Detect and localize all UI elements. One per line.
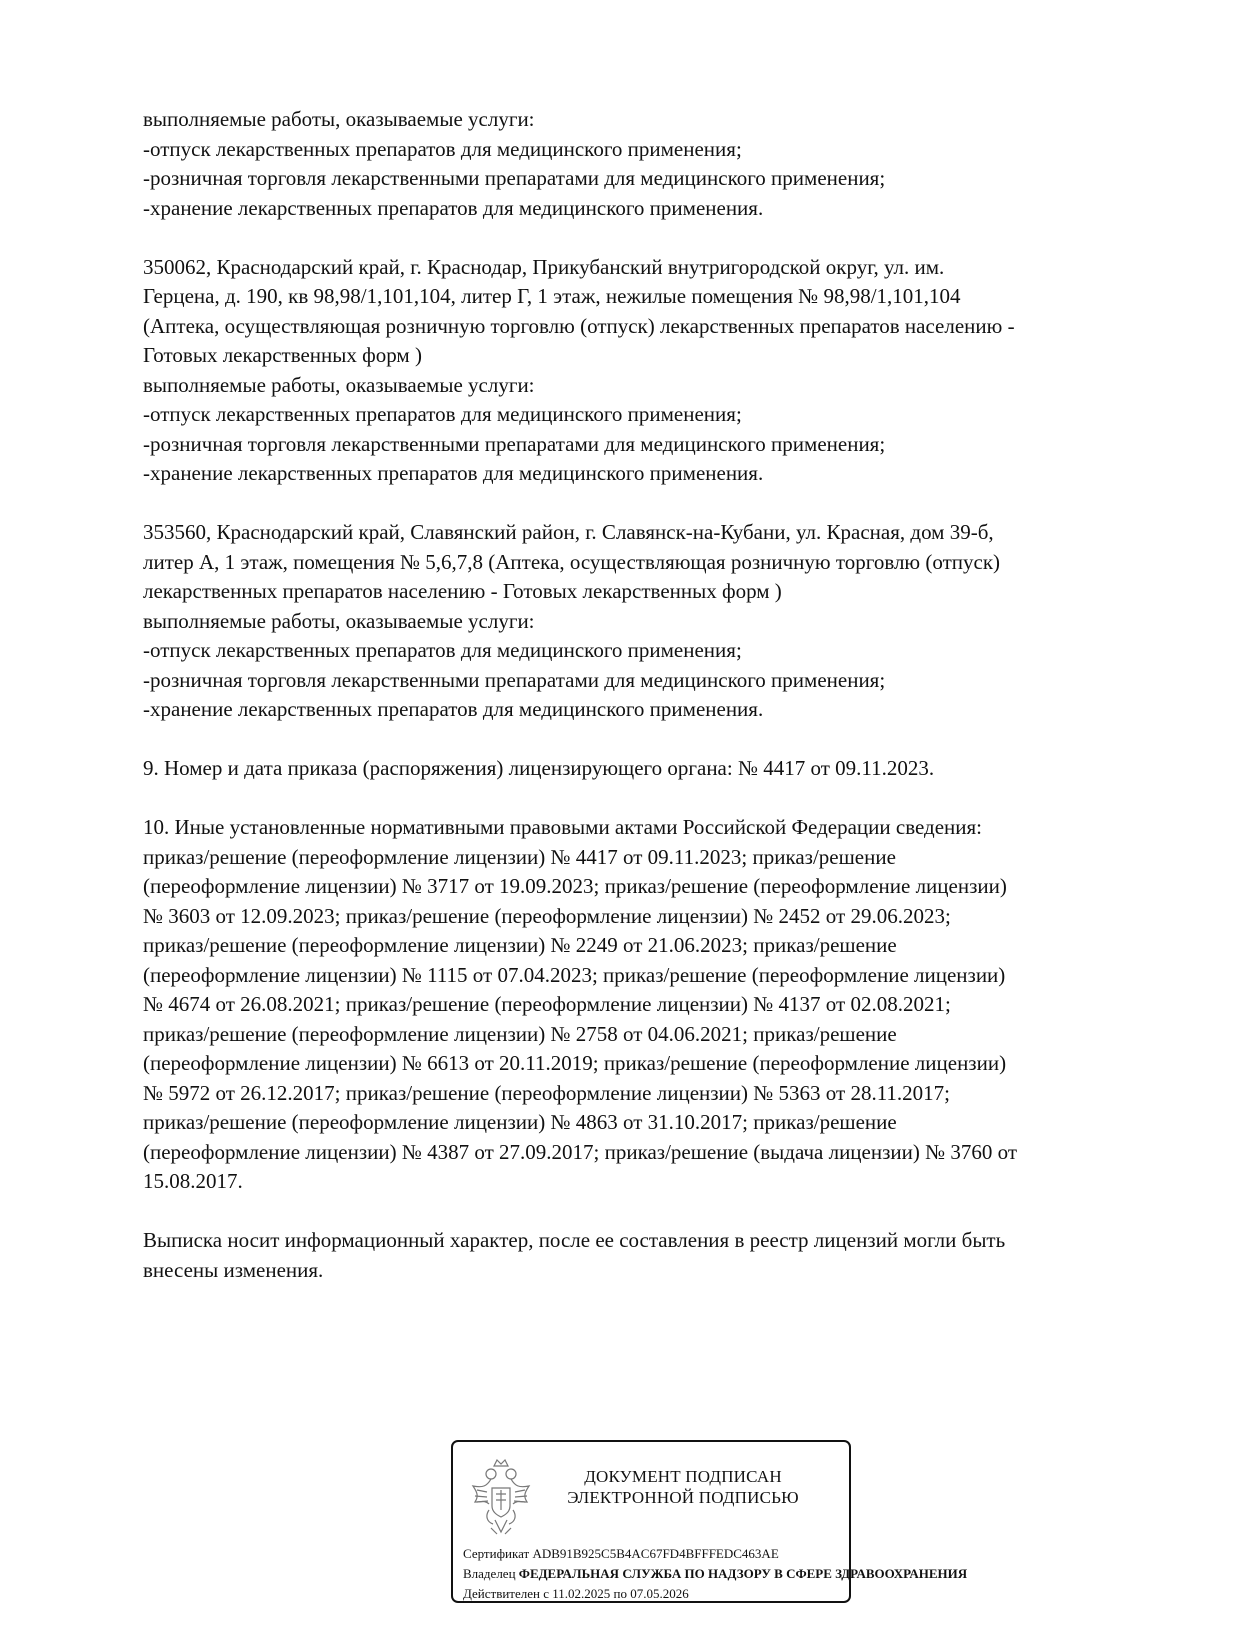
validity-row: Действителен с 11.02.2025 по 07.05.2026	[463, 1586, 689, 1601]
document-body	[143, 105, 1163, 1285]
text-line: Герцена, д. 190, кв 98,98/1,101,104, литер Г, 1 этаж, нежилые помещения № 98,98/1,101,104	[143, 284, 961, 308]
coat-of-arms-icon	[467, 1458, 535, 1538]
text-line: Выписка носит информационный характер, после ее составления в реестр лицензий могли быть	[143, 1228, 1006, 1252]
text-line: 10. Иные установленные нормативными правовыми актами Российской Федерации сведения:	[143, 815, 983, 839]
owner-value: ФЕДЕРАЛЬНАЯ СЛУЖБА ПО НАДЗОРУ В СФЕРЕ ЗДРАВООХРАНЕНИЯ	[518, 1566, 968, 1581]
text-line: 350062, Краснодарский край, г. Краснодар, Прикубанский внутригородской округ, ул. им.	[143, 254, 945, 279]
text-line: 15.08.2017.	[143, 1169, 243, 1193]
text-line: приказ/решение (переоформление лицензии) № 2758 от 04.06.2021; приказ/решение	[143, 1021, 897, 1046]
e-signature-stamp	[451, 1440, 968, 1603]
text-line: № 5972 от 26.12.2017; приказ/решение (переоформление лицензии) № 5363 от 28.11.2017;	[143, 1080, 951, 1105]
text-line: внесены изменения.	[143, 1257, 324, 1282]
paragraph-address-krasnodar	[143, 253, 1163, 489]
text-line: -розничная торговля лекарственными препаратами для медицинского применения;	[143, 431, 886, 456]
text-line: выполняемые работы, оказываемые услуги:	[143, 608, 535, 633]
owner-row	[463, 1564, 967, 1584]
text-line: -хранение лекарственных препаратов для медицинского применения.	[143, 195, 764, 220]
certificate-row	[463, 1544, 967, 1564]
text-line: Готовых лекарственных форм )	[143, 343, 422, 367]
text-line: -отпуск лекарственных препаратов для медицинского применения;	[143, 402, 742, 426]
text-line: -хранение лекарственных препаратов для медицинского применения.	[143, 697, 764, 721]
stamp-title-line: ДОКУМЕНТ ПОДПИСАН	[584, 1467, 782, 1486]
text-line: выполняемые работы, оказываемые услуги:	[143, 107, 535, 131]
text-line: (переоформление лицензии) № 1115 от 07.04.2023; приказ/решение (переоформление лицензии)	[143, 962, 1006, 987]
owner-label: Владелец	[463, 1566, 516, 1581]
text-line: (переоформление лицензии) № 4387 от 27.09.2017; приказ/решение (выдача лицензии) № 3760 от	[143, 1139, 1018, 1164]
text-line: -отпуск лекарственных препаратов для медицинского применения;	[143, 136, 742, 161]
text-line: -розничная торговля лекарственными препаратами для медицинского применения;	[143, 667, 886, 692]
text-line: выполняемые работы, оказываемые услуги:	[143, 372, 535, 397]
stamp-title-line: ЭЛЕКТРОННОЙ ПОДПИСЬЮ	[567, 1488, 799, 1507]
text-line: -отпуск лекарственных препаратов для медицинского применения;	[143, 638, 742, 662]
paragraph-disclaimer	[143, 1226, 1163, 1285]
text-line: -хранение лекарственных препаратов для медицинского применения.	[143, 461, 764, 485]
text-line: (Аптека, осуществляющая розничную торговлю (отпуск) лекарственных препаратов населению -	[143, 313, 1015, 338]
text-line: приказ/решение (переоформление лицензии) № 2249 от 21.06.2023; приказ/решение	[143, 933, 897, 957]
text-line: № 4674 от 26.08.2021; приказ/решение (переоформление лицензии) № 4137 от 02.08.2021;	[143, 992, 951, 1016]
certificate-value: ADB91B925C5B4AC67FD4BFFFEDC463AE	[532, 1546, 779, 1561]
paragraph-order-number	[143, 754, 1163, 784]
stamp-title	[543, 1466, 823, 1508]
text-line: литер А, 1 этаж, помещения № 5,6,7,8 (Аптека, осуществляющая розничную торговлю (отпуск)	[143, 549, 1001, 574]
text-line: лекарственных препаратов населению - Готовых лекарственных форм )	[143, 579, 782, 603]
text-line: (переоформление лицензии) № 3717 от 19.09.2023; приказ/решение (переоформление лицензии)	[143, 874, 1007, 898]
text-line: (переоформление лицензии) № 6613 от 20.11.2019; приказ/решение (переоформление лицензии)	[143, 1051, 1007, 1075]
text-line: № 3603 от 12.09.2023; приказ/решение (переоформление лицензии) № 2452 от 29.06.2023;	[143, 903, 951, 928]
paragraph-other-info	[143, 813, 1163, 1197]
text-line: приказ/решение (переоформление лицензии) № 4417 от 09.11.2023; приказ/решение	[143, 844, 896, 869]
text-line: 9. Номер и дата приказа (распоряжения) лицензирующего органа: № 4417 от 09.11.2023.	[143, 756, 935, 780]
text-line: приказ/решение (переоформление лицензии) № 4863 от 31.10.2017; приказ/решение	[143, 1110, 897, 1134]
text-line: 353560, Краснодарский край, Славянский район, г. Славянск-на-Кубани, ул. Красная, дом 39-б,	[143, 520, 994, 544]
stamp-details	[463, 1544, 967, 1604]
paragraph-services-1	[143, 105, 1163, 223]
certificate-label: Сертификат	[463, 1546, 530, 1561]
text-line: -розничная торговля лекарственными препаратами для медицинского применения;	[143, 166, 886, 190]
paragraph-address-slavyansk	[143, 518, 1163, 725]
